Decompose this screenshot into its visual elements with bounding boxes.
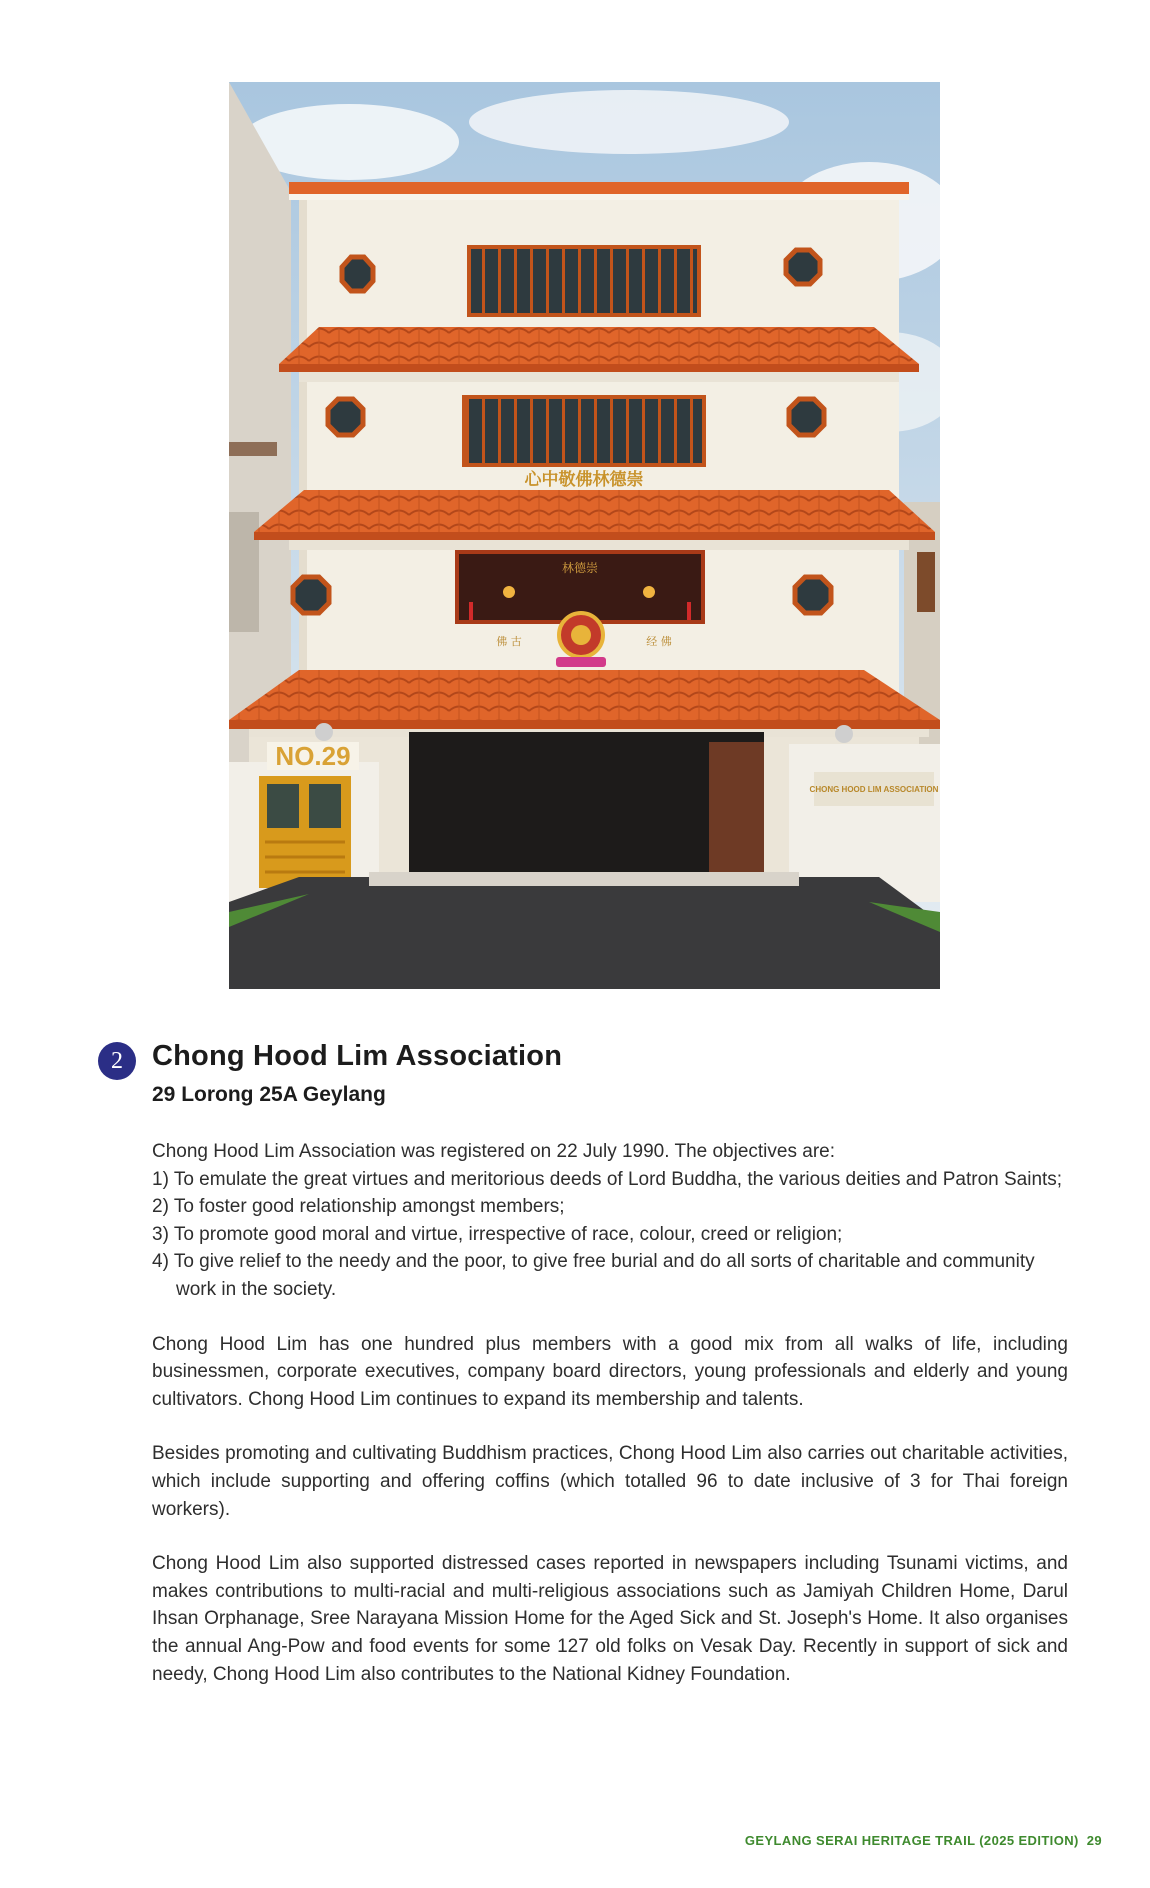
entry-address: 29 Lorong 25A Geylang <box>152 1083 386 1106</box>
entry-body <box>152 1138 1068 1688</box>
objective-item: 1) To emulate the great virtues and meritorious deeds of Lord Buddha, the various deities and Patron Saints; <box>152 1168 1063 1190</box>
support-paragraph: Chong Hood Lim also supported distressed cases reported in newspapers including Tsunami victims, and makes contributions to multi-racial and multi-religious associations such as Jamiyah Children Home, Darul Ihsan Orphanage, Sree Narayana Mission Home for the Aged Sick and St. Joseph's Home. It also organises the annual Ang-Pow and food events for some 127 old folks on Vesak Day. Recently in support of sick and needy, Chong Hood Lim also contributes to the National Kidney Foundation. <box>152 1553 1068 1685</box>
objective-item: 4) To give relief to the needy and the poor, to give free burial and do all sorts of charitable and community work in the society. <box>152 1251 1035 1300</box>
intro-paragraph: Chong Hood Lim Association was registered on 22 July 1990. The objectives are: <box>152 1141 835 1162</box>
building-photo <box>229 82 940 989</box>
upper-chinese-signage: 心中敬佛林德崇 <box>524 470 644 490</box>
entry-title: Chong Hood Lim Association <box>152 1040 563 1072</box>
objectives-list <box>152 1166 1068 1304</box>
page-number: 29 <box>1086 1833 1102 1848</box>
objective-item: 3) To promote good moral and virtue, irrespective of race, colour, creed or religion; <box>152 1223 843 1245</box>
objective-item: 2) To foster good relationship amongst members; <box>152 1196 565 1218</box>
inner-chinese-signage: 林德崇 <box>561 561 599 575</box>
members-paragraph: Chong Hood Lim has one hundred plus members with a good mix from all walks of life, including businessmen, corporate executives, company board directors, young professionals and elderly and young cultivators. Chong Hood Lim continues to expand its membership and talents. <box>152 1333 1068 1410</box>
lower-right-signage: 经 佛 <box>646 635 672 648</box>
lower-left-signage: 佛 古 <box>496 635 522 648</box>
gate-plaque: CHONG HOOD LIM ASSOCIATION <box>809 785 939 794</box>
charity-paragraph: Besides promoting and cultivating Buddhism practices, Chong Hood Lim also carries out charitable activities, which include supporting and offering coffins (which totalled 96 to date inclusive of 3 for Thai foreign workers). <box>152 1443 1068 1520</box>
publication-title: GEYLANG SERAI HERITAGE TRAIL (2025 EDITION) <box>744 1833 1079 1848</box>
entry-number-badge: 2 <box>98 1042 136 1080</box>
house-number-sign: NO.29 <box>275 741 351 771</box>
page-footer <box>745 1833 1102 1848</box>
